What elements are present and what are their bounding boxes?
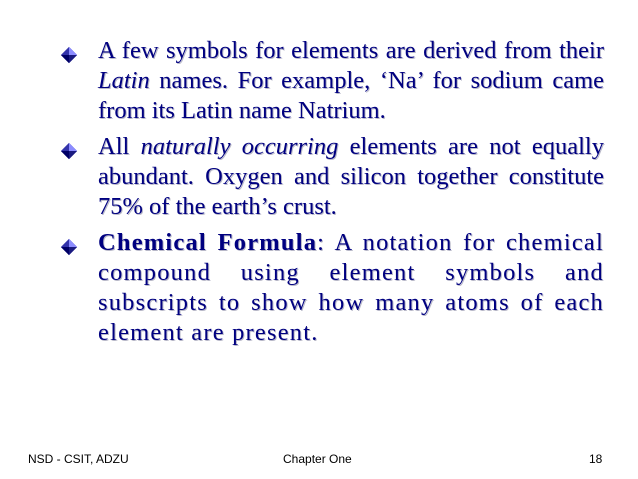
text-run: : A notation for chemical compound using element symbols and subscripts to show how many atoms of each element are present. (98, 229, 604, 346)
footer-page-number: 18 (589, 452, 603, 466)
diamond-bullet-icon (60, 46, 78, 64)
bullet-list (56, 36, 604, 354)
text-run: names. For example, ‘Na’ for sodium came from its Latin name Natrium. (98, 67, 604, 124)
italic-text-run: naturally occurring (140, 133, 339, 160)
text-run: elements are not equally abundant. Oxygen and silicon together constitute 75% of the earth’s crust. (98, 133, 604, 220)
bullet-text (98, 36, 604, 126)
footer-chapter: Chapter One (283, 452, 352, 466)
bullet-text (98, 132, 604, 222)
text-run: A few symbols for elements are derived from their (98, 37, 604, 64)
bullet-text (98, 228, 604, 348)
diamond-bullet-icon (60, 142, 78, 160)
bullet-item-abundance (56, 132, 604, 222)
bullet-item-latin-names (56, 36, 604, 126)
diamond-bullet-icon (60, 238, 78, 256)
bold-text-run: Chemical Formula (98, 229, 318, 256)
footer-author: NSD - CSIT, ADZU (28, 452, 129, 466)
text-run: All (98, 133, 141, 160)
italic-text-run: Latin (98, 67, 150, 94)
bullet-item-chemical-formula (56, 228, 604, 348)
